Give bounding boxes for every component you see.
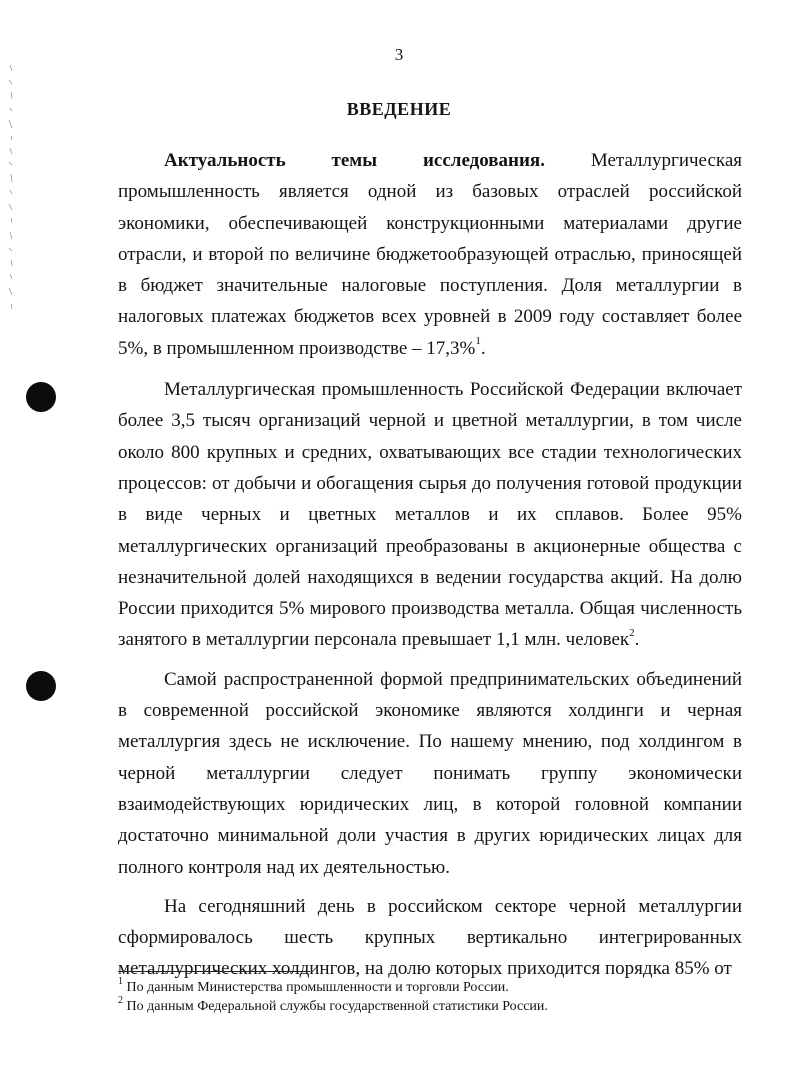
punch-hole-bottom (26, 671, 56, 701)
footnote-rule (118, 971, 310, 972)
paragraph-text: Металлургическая промышленность Российской Федерации включает более 3,5 тысяч организаций черной и цветной металлургии, в том числе около 800 крупных и средних, охватывающих все стадии технологических процессов: от добычи и обогащения сырья до получения готовой продукции в виде черных и цветных металлов и их сплавов. Более 95% металлургических организаций преобразованы в акционерные общества с незначительной долей находящихся в ведении государства акций. На долю России приходится 5% мирового производства металла. Общая численность занятого в металлургии персонала превышает 1,1 млн. человек (118, 379, 742, 651)
footnote-ref: 2 (629, 627, 635, 640)
paragraph-text: Металлургическая промышленность является одной из базовых отраслей российской экономики, обеспечивающей конструкционными материалами другие отрасли, и второй по величине бюджетообразующей отраслью, приносящей в бюджет значительные налоговые поступления. Доля металлургии в налоговых платежах бюджетов всех уровней в 2009 году составляет более 5%, в промышленном производстве – 17,3% (118, 150, 742, 359)
footnote-text: По данным Федеральной службы государственной статистики России. (123, 999, 548, 1014)
footnote-text: По данным Министерства промышленности и торговли России. (123, 980, 509, 995)
section-heading: ВВЕДЕНИЕ (346, 99, 452, 119)
footnotes (118, 978, 742, 1016)
paragraph-holdings (118, 664, 742, 883)
paragraph-tail: . (634, 629, 640, 651)
punch-hole-top (26, 382, 56, 412)
paragraph-text: Самой распространенной формой предпринимательских объединений в современной российской экономике являются холдинги и черная металлургия здесь не исключение. По нашему мнению, под холдингом в черной металлургии следует понимать группу экономически взаимодействующих юридических лиц, в которой головной компании достаточно минимальной доли участия в других юридических лицах для полного контроля над их деятельностью. (118, 668, 742, 878)
footnote-mark: 1 (118, 976, 123, 988)
relevance-lead: Актуальность темы исследования. (164, 150, 545, 171)
paragraph-text: На сегодняшний день в российском секторе черной металлургии сформировалось шесть крупных вертикально интегрированных металлургических холдингов, на долю которых приходится порядка 85% от (118, 895, 742, 980)
footnote (118, 997, 742, 1016)
binding-edge-marks (6, 60, 16, 320)
page-number: 3 (394, 45, 404, 64)
footnote-ref: 1 (475, 335, 481, 348)
footnote-mark: 2 (118, 995, 123, 1007)
paragraph-industry (118, 374, 742, 656)
paragraph-tail: . (480, 337, 486, 359)
footnote (118, 978, 742, 997)
paragraph-relevance (118, 145, 742, 364)
